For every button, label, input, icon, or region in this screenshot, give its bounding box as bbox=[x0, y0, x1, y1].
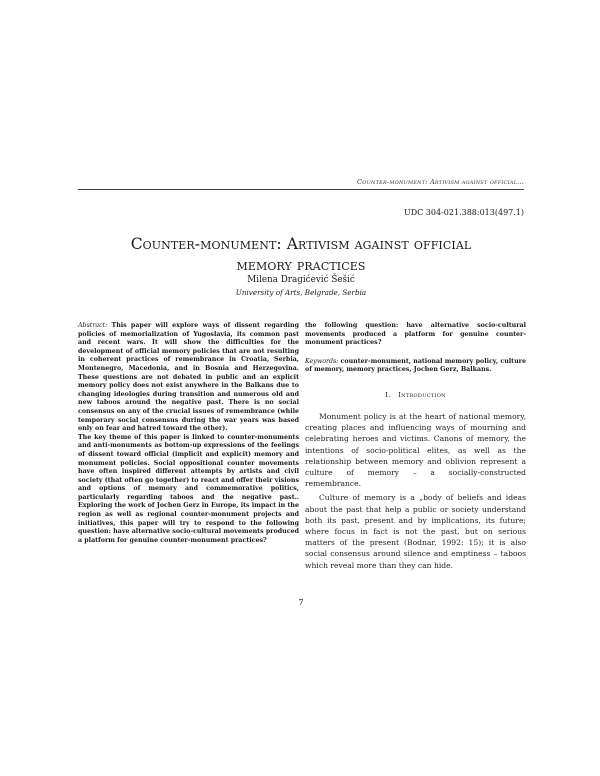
abstract-continuation-text: the following question: have alternative socio-cultural movements produced a platform for genuine counter-monument practices? bbox=[305, 322, 526, 347]
right-column bbox=[305, 322, 526, 571]
left-column bbox=[78, 322, 299, 544]
abstract-paragraph-1 bbox=[78, 322, 299, 434]
body-paragraph-2: Culture of memory is a „body of beliefs and ideas about the past that help a public or society understand both its past, present and by implications, its future; where focus in fact is not the past, but on serious matters of the present (Bodnar, 1992: 15); it is also social consensus around silence and emptiness – taboos which reveal more than they can hide. bbox=[305, 493, 526, 570]
running-header-text: Counter-monument: Artivism against official... bbox=[357, 178, 524, 186]
author-name: Milena Dragićević Šešić bbox=[247, 275, 355, 285]
section-title: Introduction bbox=[398, 390, 446, 399]
keywords bbox=[305, 358, 526, 375]
keywords-label: Keywords: bbox=[305, 357, 339, 365]
abstract-paragraph-2: The key theme of this paper is linked to counter-monuments and anti-monuments as bottom-up expressions of the feelings of dissent toward official (implicit and explicit) memory and monument policies. Social oppositional counter movements have often inspired different attempts by artists and civil society (that often go together) to react and offer their visions and options of memory and commemorative politics, particularly regarding taboos and the negative past.. Exploring the work of Jochen Gerz in Europe, its impact in the region as well as regional counter-monument projects and initiatives, this paper will try to respond to the following question: have alternative socio-cultural movements produced a platform for genuine counter-monument practices? bbox=[78, 433, 299, 544]
keywords-value: counter-monument, national memory policy, culture of memory, memory practices, Jochen Gerz, Balkans. bbox=[305, 357, 526, 374]
page-number: 7 bbox=[298, 598, 304, 607]
running-header bbox=[78, 178, 524, 186]
abstract-text-1: This paper will explore ways of dissent regarding policies of memorialization of Yugoslavia, its common past and recent wars. It will show the difficulties for the development of official memory policies that are not resulting in coherent practices of remembrance in Croatia, Serbia, Montenegro, Macedonia, and in Bosnia and Herzegovina. These questions are not debated in public and an explicit memory policy does not exist anywhere in the Balkans due to changing ideologies during transition and numerous old and new taboos around the negative past. There is no social consensus on any of the crucial issues of remembrance (while temporary social consensus during the war years was based only on fear and hatred toward the other). bbox=[78, 322, 299, 433]
abstract-label: Abstract: bbox=[78, 322, 108, 329]
paper-title-line-1: Counter-monument: Artivism against official bbox=[130, 235, 472, 253]
section-heading bbox=[305, 391, 526, 399]
section-number: I. bbox=[385, 390, 391, 399]
body-paragraph-1: Monument policy is at the heart of national memory, creating places and influencing ways of mourning and celebrating heroes and victims. Canons of memory, the intentions of socio-political elites, as well as the relationship between memory and oblivion represent a culture of memory – a socially-constructed remembrance. bbox=[305, 411, 526, 489]
udc-code: UDC 304-021.388:013(497.1) bbox=[404, 208, 524, 217]
header-rule bbox=[78, 189, 524, 190]
paper-title bbox=[78, 234, 524, 276]
author-affiliation: University of Arts, Belgrade, Serbia bbox=[235, 288, 367, 297]
paper-title-line-2: memory practices bbox=[236, 256, 366, 274]
abstract bbox=[78, 322, 299, 544]
abstract-continuation bbox=[305, 322, 526, 348]
